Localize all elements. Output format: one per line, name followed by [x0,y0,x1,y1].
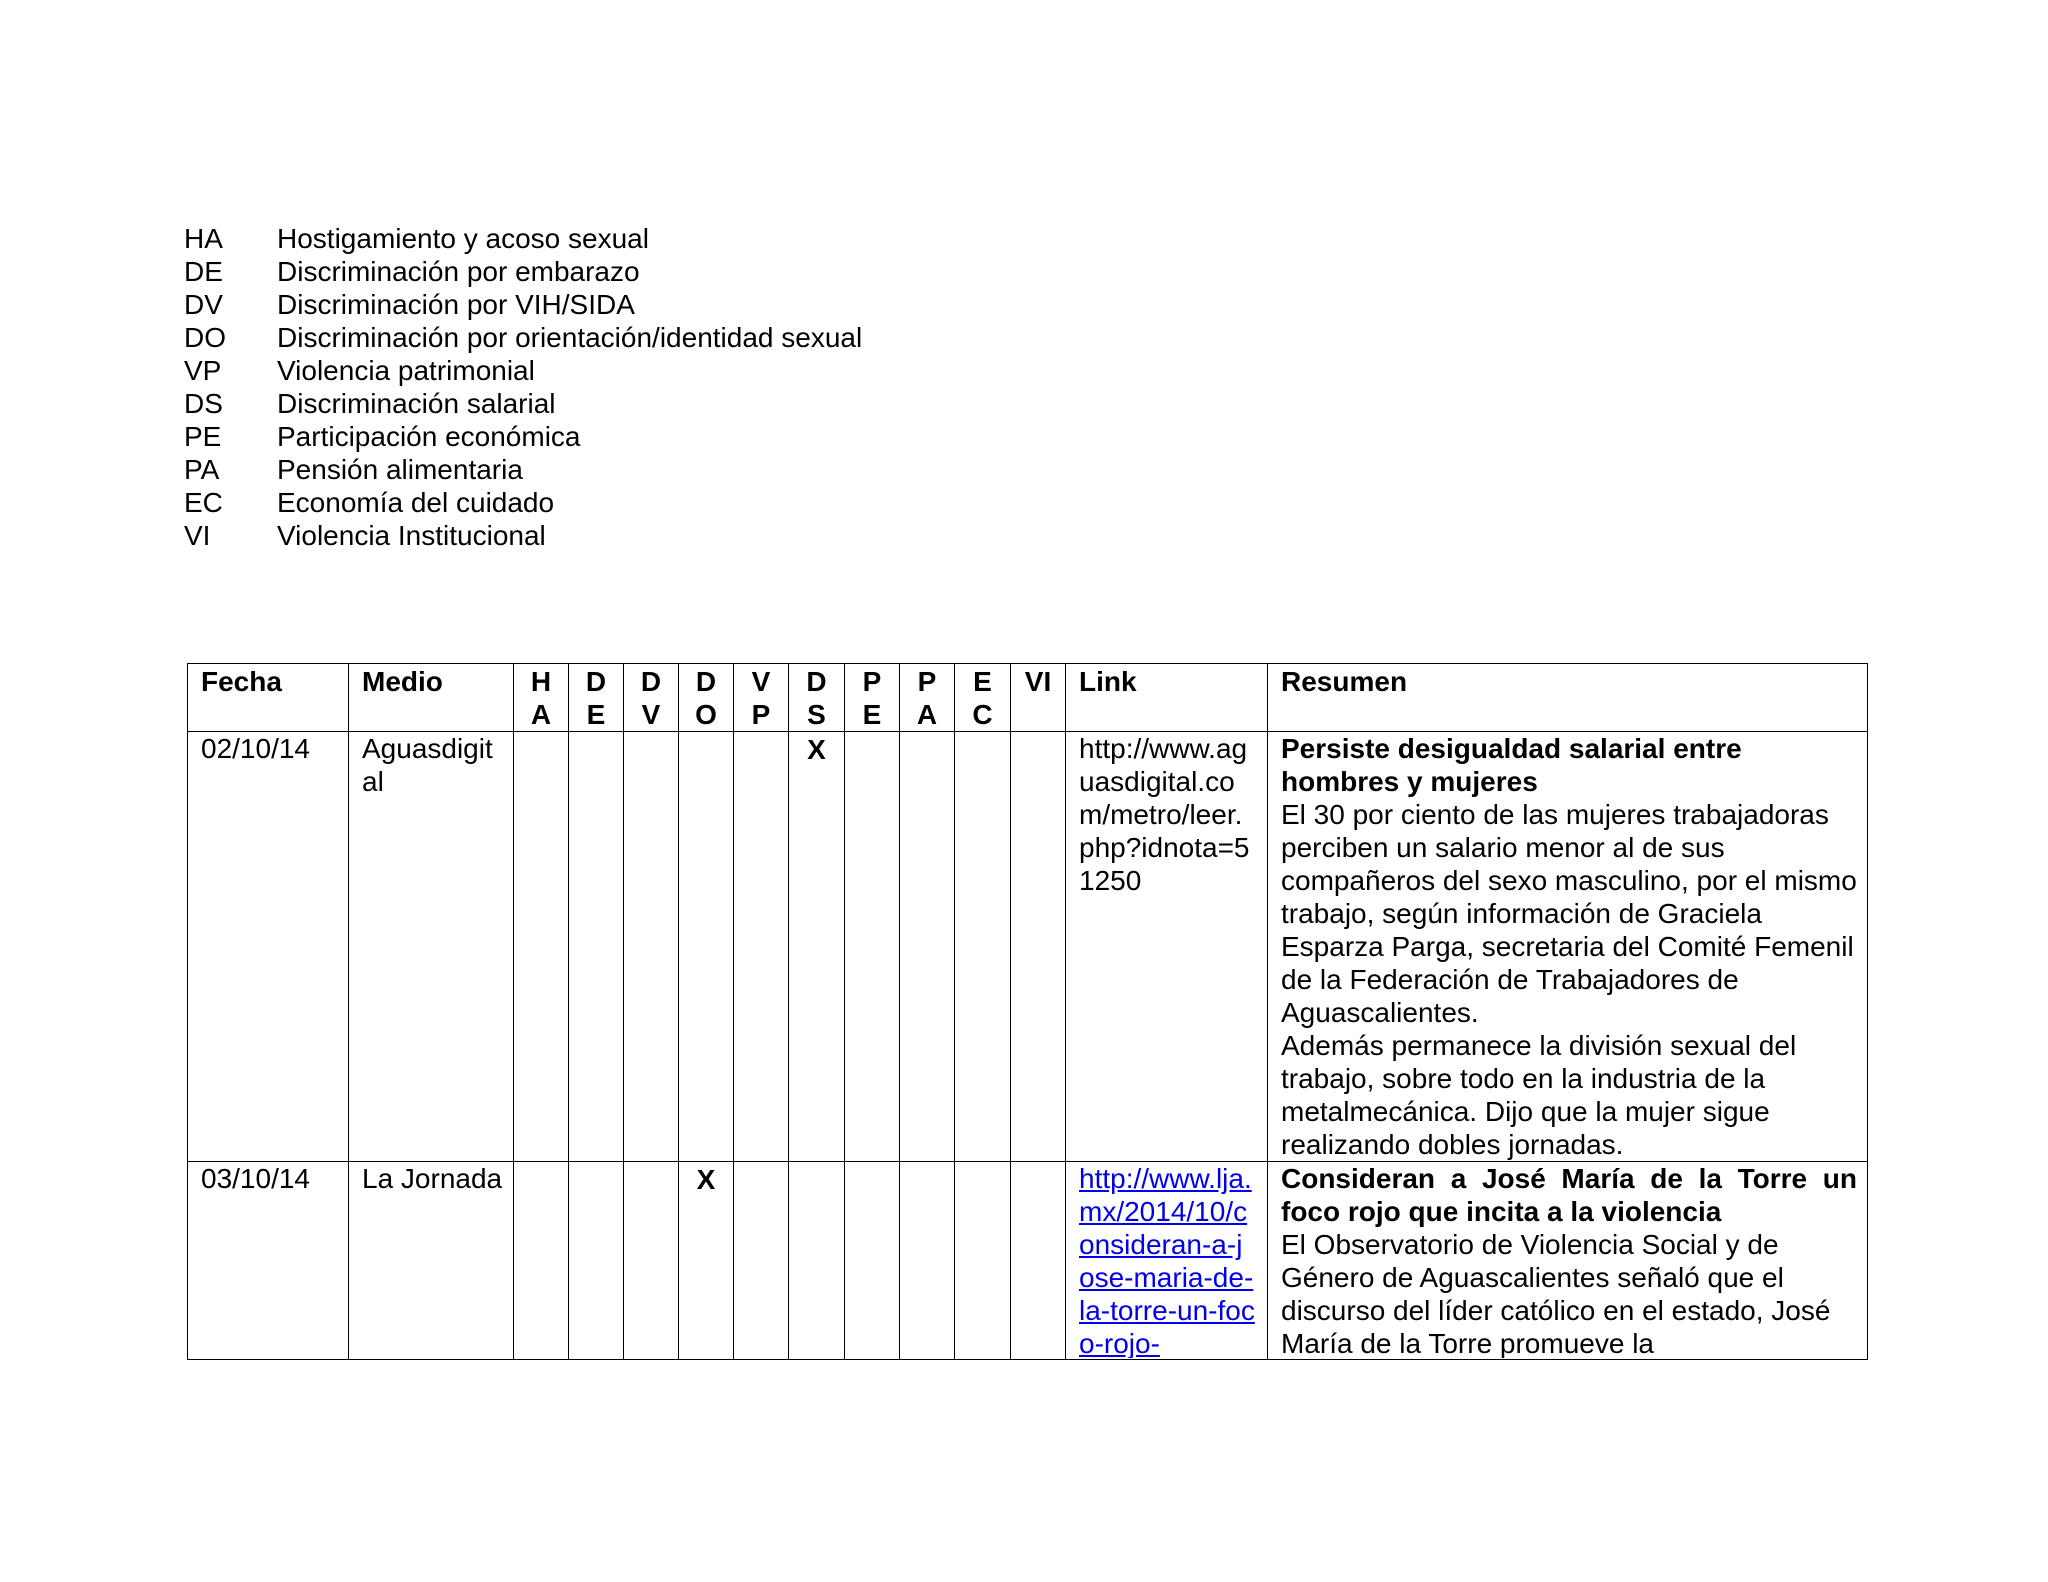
header-line: V [751,666,771,697]
header-line: E [586,699,606,730]
cell-link: http://www.aguasdigital.com/metro/leer.php?idnota=51250 [1066,732,1268,1162]
header-line: VI [1024,666,1052,697]
header-line: V [641,699,661,730]
header-do [679,664,734,732]
legend-code: PE [184,421,222,452]
header-line: E [973,666,992,697]
legend-code: EC [184,487,223,518]
legend-row-ds [184,387,862,420]
cell-mark [734,1162,789,1360]
header-line: E [862,699,882,730]
legend-label: Violencia patrimonial [277,355,535,386]
cell-mark [679,732,734,1162]
header-resumen: Resumen [1268,664,1868,732]
header-dv [624,664,679,732]
legend-row-de [184,255,862,288]
legend-code: VI [184,520,211,551]
legend-row-vi [184,519,862,552]
legend-code: VP [184,355,222,386]
legend-code: PA [184,454,220,485]
legend-row-ha [184,222,862,255]
cell-mark [569,732,624,1162]
resumen-body: El 30 por ciento de las mujeres trabajadoras perciben un salario menor al de sus compañeros del sexo masculino, por el mismo trabajo, según información de Graciela Esparza Parga, secretaria del Comité Femenil de la Federación de Trabajadores de Aguascalientes. [1281,799,1857,1028]
legend-row-pa [184,453,862,486]
header-link: Link [1066,664,1268,732]
cell-mark [1011,1162,1066,1360]
table-header-row [188,664,1868,732]
cell-mark [624,732,679,1162]
header-ds [789,664,845,732]
legend-code: DE [184,256,223,287]
legend-label: Economía del cuidado [277,487,555,518]
header-pe [845,664,900,732]
header-vp [734,664,789,732]
legend-label: Violencia Institucional [277,520,546,551]
header-line: O [695,699,717,730]
legend-label: Discriminación salarial [277,388,556,419]
header-line: C [972,699,993,730]
header-fecha: Fecha [188,664,349,732]
header-line: P [862,666,882,697]
header-ha [514,664,569,732]
cell-mark [514,1162,569,1360]
news-table [187,663,1868,1360]
cell-mark [1011,732,1066,1162]
legend-row-dv [184,288,862,321]
cell-fecha: 02/10/14 [188,732,349,1162]
legend-label: Pensión alimentaria [277,454,523,485]
legend-row-do [184,321,862,354]
table-row [188,732,1868,1162]
header-line: D [585,666,607,697]
resumen-body: El Observatorio de Violencia Social y de Género de Aguascalientes señaló que el discurso del líder católico en el estado, José María de la Torre promueve la [1281,1229,1831,1358]
legend-code: DO [184,322,226,353]
header-line: D [640,666,662,697]
cell-mark [514,732,569,1162]
header-line: S [807,699,826,730]
legend-row-ec [184,486,862,519]
header-ec [955,664,1011,732]
cell-mark: X [679,1162,734,1360]
legend-label: Discriminación por orientación/identidad sexual [277,322,863,353]
header-de [569,664,624,732]
header-line: H [530,666,552,697]
cell-resumen [1268,732,1868,1162]
cell-mark [789,1162,845,1360]
legend-label: Participación económica [277,421,581,452]
header-line: P [751,699,771,730]
cell-mark [734,732,789,1162]
table-row [188,1162,1868,1360]
header-line: P [917,666,937,697]
cell-mark [845,1162,900,1360]
header-line: D [806,666,827,697]
cell-resumen [1268,1162,1868,1360]
cell-link [1066,1162,1268,1360]
legend-label: Discriminación por VIH/SIDA [277,289,635,320]
cell-mark [900,732,955,1162]
legend-code: DS [184,388,223,419]
cell-medio: La Jornada [349,1162,514,1360]
resumen-title: Persiste desigualdad salarial entre hombres y mujeres [1281,733,1742,797]
legend-code: HA [184,223,223,254]
legend-code: DV [184,289,223,320]
resumen-title: Consideran a José María de la Torre un foco rojo que incita a la violencia [1281,1163,1857,1227]
header-line: A [530,699,552,730]
legend-row-vp [184,354,862,387]
cell-medio: Aguasdigital [349,732,514,1162]
cell-mark [955,732,1011,1162]
header-line: D [695,666,717,697]
legend-label: Hostigamiento y acoso sexual [277,223,649,254]
legend-row-pe [184,420,862,453]
header-line: A [916,699,938,730]
cell-mark [955,1162,1011,1360]
legend-label: Discriminación por embarazo [277,256,640,287]
cell-mark [845,732,900,1162]
header-vi [1011,664,1066,732]
header-medio: Medio [349,664,514,732]
header-pa [900,664,955,732]
cell-mark [624,1162,679,1360]
cell-mark [569,1162,624,1360]
cell-fecha: 03/10/14 [188,1162,349,1360]
resumen-body-2: Además permanece la división sexual del trabajo, sobre todo en la industria de la metalmecánica. Dijo que la mujer sigue realizando dobles jornadas. [1281,1030,1797,1160]
legend [184,222,862,552]
article-link[interactable]: http://www.lja.mx/2014/10/consideran-a-jose-maria-de-la-torre-un-foco-rojo- [1079,1163,1255,1358]
cell-mark [900,1162,955,1360]
cell-mark: X [789,732,845,1162]
